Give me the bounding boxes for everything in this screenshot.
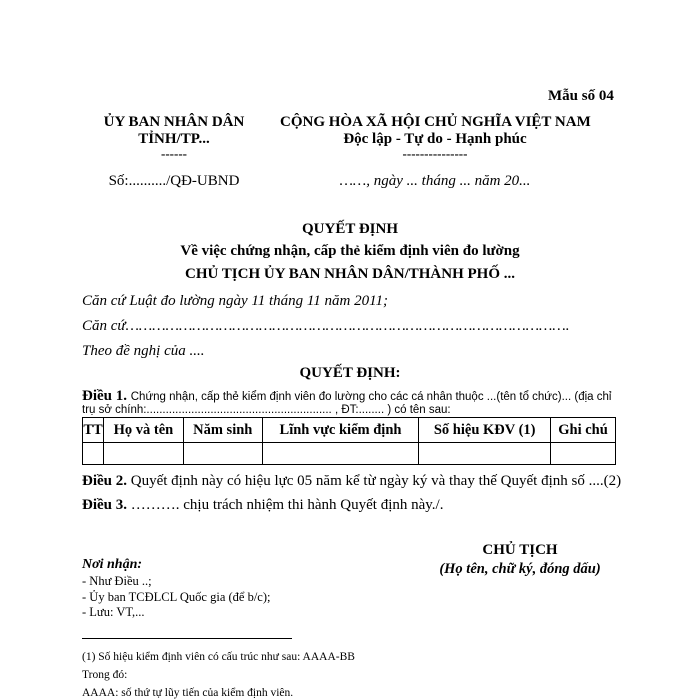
article-3 bbox=[82, 497, 443, 514]
article-2 bbox=[82, 473, 621, 490]
article-2-label: Điều 2. bbox=[82, 473, 127, 489]
footnote-separator bbox=[82, 638, 292, 639]
table-cell bbox=[183, 443, 262, 465]
motto-divider: --------------- bbox=[402, 146, 468, 161]
column-header: Lĩnh vực kiểm định bbox=[262, 418, 419, 443]
footnote-line: Trong đó: bbox=[82, 669, 128, 681]
table-cell bbox=[103, 443, 183, 465]
column-header: TT bbox=[83, 418, 104, 443]
column-header: Ghi chú bbox=[551, 418, 616, 443]
recipient-item: - Như Điều ..; bbox=[82, 574, 152, 588]
column-header: Năm sinh bbox=[183, 418, 262, 443]
table-cell bbox=[83, 443, 104, 465]
issuing-authority: CHỦ TỊCH ỦY BAN NHÂN DÂN/THÀNH PHỐ ... bbox=[184, 266, 515, 282]
legal-basis-line: Căn cứ Luật đo lường ngày 11 tháng 11 năm 2011; bbox=[82, 293, 389, 309]
decision-heading: QUYẾT ĐỊNH: bbox=[299, 365, 401, 381]
document-subject: Về việc chứng nhận, cấp thẻ kiểm định viên đo lường bbox=[180, 243, 520, 259]
article-1 bbox=[82, 388, 611, 405]
table-header-row bbox=[83, 418, 616, 443]
article-2-text: Quyết định này có hiệu lực 05 năm kể từ ngày ký và thay thế Quyết định số ....(2) bbox=[130, 473, 622, 489]
signer-title: CHỦ TỊCH bbox=[482, 542, 558, 558]
form-number: Mẫu số 04 bbox=[548, 88, 614, 104]
table-cell bbox=[419, 443, 551, 465]
footnote-line: AAAA: số thứ tự lũy tiến của kiểm định viên. bbox=[82, 687, 294, 699]
table-cell bbox=[262, 443, 419, 465]
issuer-name: ỦY BAN NHÂN DÂN bbox=[103, 114, 245, 130]
legal-basis-line: Theo đề nghị của .... bbox=[82, 343, 205, 359]
document-number: Số:........../QĐ-UBND bbox=[108, 173, 240, 189]
article-1-text-cont: trụ sở chính:.......................................................... , ĐT:........ ) có tên sau: bbox=[82, 404, 451, 416]
footnote-line: (1) Số hiệu kiểm định viên có cấu trúc như sau: AAAA-BB bbox=[82, 651, 355, 663]
recipient-item: - Ủy ban TCĐLCL Quốc gia (để b/c); bbox=[82, 590, 271, 604]
document-date: ……, ngày ... tháng ... năm 20... bbox=[339, 173, 531, 189]
national-title: CỘNG HÒA XÃ HỘI CHỦ NGHĨA VIỆT NAM bbox=[280, 114, 591, 130]
article-1-text: Chứng nhận, cấp thẻ kiểm định viên đo lường cho các cá nhân thuộc ...(tên tổ chức)... (địa chỉ bbox=[130, 391, 612, 403]
inspector-table bbox=[82, 417, 616, 465]
article-1-label: Điều 1. bbox=[82, 388, 127, 404]
issuer-divider: ------ bbox=[161, 146, 187, 161]
issuer-province: TỈNH/TP... bbox=[138, 131, 210, 147]
table-row bbox=[83, 443, 616, 465]
national-motto: Độc lập - Tự do - Hạnh phúc bbox=[343, 131, 527, 147]
table-cell bbox=[551, 443, 616, 465]
signature-note: (Họ tên, chữ ký, đóng dấu) bbox=[439, 561, 601, 577]
article-3-label: Điều 3. bbox=[82, 497, 127, 513]
recipients-heading: Nơi nhận: bbox=[82, 557, 143, 572]
legal-basis-line: Căn cứ………………………………………………………………………………………. bbox=[82, 318, 570, 334]
recipient-item: - Lưu: VT,... bbox=[82, 605, 145, 619]
document-title: QUYẾT ĐỊNH bbox=[302, 221, 398, 237]
article-3-text: ………. chịu trách nhiệm thi hành Quyết định này./. bbox=[130, 497, 444, 513]
column-header: Họ và tên bbox=[103, 418, 183, 443]
column-header: Số hiệu KĐV (1) bbox=[419, 418, 551, 443]
